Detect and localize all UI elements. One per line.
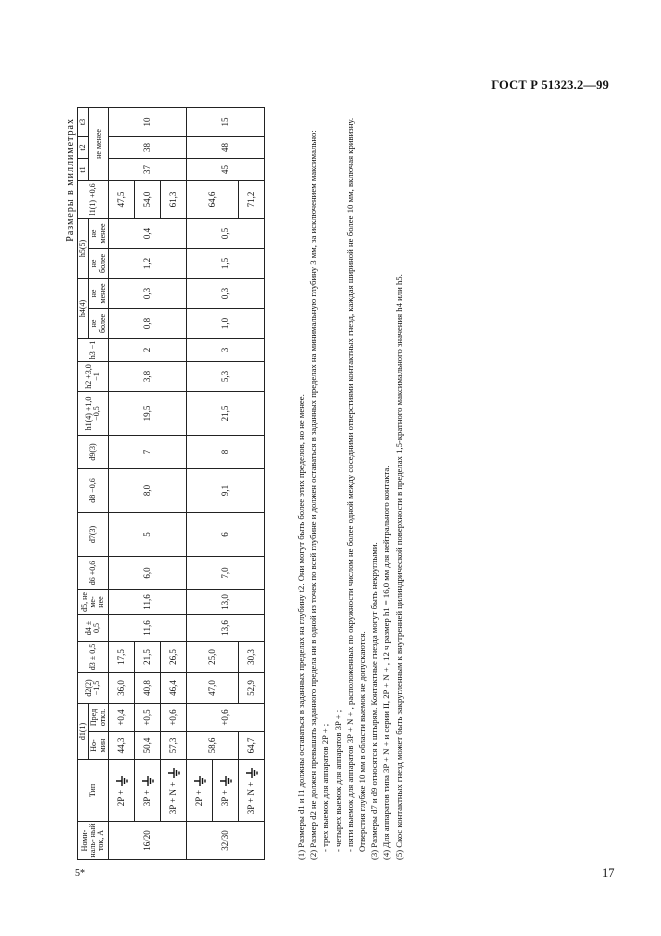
th-h5-min: не менее — [89, 218, 109, 248]
t1: 45 — [187, 158, 265, 180]
t3: 15 — [187, 107, 265, 136]
footnote-2-item: - трех выемок для аппаратов 2P + ; — [320, 723, 331, 852]
th-d1: d1(1) — [78, 703, 89, 759]
th-t3: t3 — [78, 107, 89, 136]
footnote-3: (3) Размеры d7 и d9 относятся к штырям. Контактные гнезда могут быть некруглыми. — [369, 542, 380, 860]
h5-max: 1,2 — [109, 248, 187, 278]
d1-dev: +0,6 — [187, 703, 265, 731]
h2: 3,8 — [109, 361, 187, 391]
th-h4: h4(4) — [78, 278, 89, 338]
h4-min: 0,3 — [109, 278, 187, 308]
h3: 2 — [109, 338, 187, 361]
th-l1: l1(1) +0,6 — [78, 180, 109, 218]
t1: 37 — [109, 158, 187, 180]
footnote-4: (4) Для аппаратов типа 3P + N + и серии II, 2P + N + , 12 ч размер h1 = 16,0 мм для нейтрального контакта. — [381, 465, 392, 860]
h5-min: 0,5 — [187, 218, 265, 248]
th-h2: h2 +3,0 −1 — [78, 361, 109, 391]
h4-max: 1,0 — [187, 308, 265, 338]
d1-nominal: 64,7 — [239, 732, 265, 760]
h5-max: 1,5 — [187, 248, 265, 278]
footnote-2: (2) Размер d2 не должен превышать заданного предела ни в одной из точек по всей глубине и должен оставаться в заданных пределах на минимальную глубину 3 мм, за исключением максимально: — [308, 130, 319, 860]
h1: 19,5 — [109, 391, 187, 435]
t3: 10 — [109, 107, 187, 136]
d8: 8,0 — [109, 468, 187, 512]
th-d7: d7(3) — [78, 512, 109, 556]
th-t2: t2 — [78, 136, 89, 158]
d6: 7,0 — [187, 556, 265, 589]
h5-min: 0,4 — [109, 218, 187, 248]
h4-min: 0,3 — [187, 278, 265, 308]
d1-dev: +0,6 — [161, 703, 187, 731]
ground-symbol-icon — [246, 767, 258, 779]
th-h4-max: не более — [89, 308, 109, 338]
th-t-min: не менее — [89, 107, 109, 180]
d2: 46,4 — [161, 672, 187, 703]
th-t1: t1 — [78, 158, 89, 180]
th-h3: h3 −1 — [78, 338, 109, 361]
h1: 21,5 — [187, 391, 265, 435]
th-h4-min: не менее — [89, 278, 109, 308]
d3: 26,5 — [161, 641, 187, 672]
type-cell: 3P + N + — [161, 760, 187, 822]
th-rated-current: Номи- наль- ный ток, А — [78, 822, 109, 860]
d1-dev: +0,4 — [109, 703, 135, 731]
d9: 8 — [187, 435, 265, 468]
type-cell: 3P + N + — [239, 760, 265, 822]
th-d9: d9(3) — [78, 435, 109, 468]
th-d2: d2(2) −1,5 — [78, 672, 109, 703]
type-cell: 2P + — [109, 760, 135, 822]
th-h5: h5(5) — [78, 218, 89, 278]
footnote-2-item: - пяти выемок для аппаратов 3P + N + , расположенных по окружности числом не более одной между соседними отверстиями контактных гнезд, каждая шириной не более 10 мм, включая кривизну. Отверстия глубже 10 мм в области выемок не допускаются. — [344, 118, 368, 852]
d8: 9,1 — [187, 468, 265, 512]
d3: 21,5 — [135, 641, 161, 672]
footnotes — [295, 118, 405, 860]
th-d4: d4 ± 0,5 — [78, 614, 109, 641]
t2: 48 — [187, 136, 265, 158]
ground-symbol-icon — [142, 775, 154, 787]
th-h1: h1(4) +1,0 −0,5 — [78, 391, 109, 435]
d1-nominal: 44,3 — [109, 732, 135, 760]
l1: 47,5 — [109, 180, 135, 218]
th-type: Тип — [78, 760, 109, 822]
d5: 13,0 — [187, 589, 265, 614]
d4: 13,6 — [187, 614, 265, 641]
type-cell: 3P + — [213, 760, 239, 822]
rating-g1: 16/20 — [109, 822, 187, 860]
footer-mark: 5* — [75, 868, 85, 879]
l1: 61,3 — [161, 180, 187, 218]
ground-symbol-icon — [116, 775, 128, 787]
d7: 6 — [187, 512, 265, 556]
h3: 3 — [187, 338, 265, 361]
d1-nominal: 57,3 — [161, 732, 187, 760]
d1-dev: +0,5 — [135, 703, 161, 731]
dimensions-table — [77, 107, 265, 860]
d1-nominal: 50,4 — [135, 732, 161, 760]
footnote-5: (5) Скос контактных гнезд может быть закругленным к внутренней цилиндрической поверхности в пределах 1,5-кратного максимального значения h4 или h5. — [393, 274, 404, 860]
units-caption: Размеры в миллиметрах — [65, 118, 76, 242]
rating-g2: 32/30 — [187, 822, 265, 860]
page-number: 17 — [602, 866, 615, 880]
footnote-2-item: - четырех выемок для аппаратов 3P + ; — [332, 709, 343, 852]
ground-symbol-icon — [168, 767, 180, 779]
h2: 5,3 — [187, 361, 265, 391]
d3: 17,5 — [109, 641, 135, 672]
standard-header: ГОСТ Р 51323.2—99 — [491, 78, 609, 92]
th-d8: d8 −0,6 — [78, 468, 109, 512]
d3: 25,0 — [187, 641, 239, 672]
d3: 30,3 — [239, 641, 265, 672]
d2: 47,0 — [187, 672, 239, 703]
th-d3: d3 ± 0,5 — [78, 641, 109, 672]
th-d6: d6 +0,6 — [78, 556, 109, 589]
ground-symbol-icon — [194, 775, 206, 787]
rotated-content — [65, 118, 599, 860]
d2: 52,9 — [239, 672, 265, 703]
d6: 6,0 — [109, 556, 187, 589]
d7: 5 — [109, 512, 187, 556]
type-cell: 2P + — [187, 760, 213, 822]
h4-max: 0,8 — [109, 308, 187, 338]
l1: 64,6 — [187, 180, 239, 218]
l1: 54,0 — [135, 180, 161, 218]
d4: 11,6 — [109, 614, 187, 641]
d5: 11,6 — [109, 589, 187, 614]
footnote-1: (1) Размеры d1 и l1 должны оставаться в заданных пределах на глубину t2. Они могут быть более этих пределов, но не менее. — [296, 394, 306, 860]
type-cell: 3P + — [135, 760, 161, 822]
d2: 36,0 — [109, 672, 135, 703]
l1: 71,2 — [239, 180, 265, 218]
th-d1-limit: Пред откл. — [89, 703, 109, 731]
th-h5-max: не более — [89, 248, 109, 278]
d1-nominal: 58,6 — [187, 732, 239, 760]
th-d1-nominal: Но- мин — [89, 732, 109, 760]
th-d5: d5, не ме- нее — [78, 589, 109, 614]
d2: 40,8 — [135, 672, 161, 703]
d9: 7 — [109, 435, 187, 468]
ground-symbol-icon — [220, 775, 232, 787]
t2: 38 — [109, 136, 187, 158]
